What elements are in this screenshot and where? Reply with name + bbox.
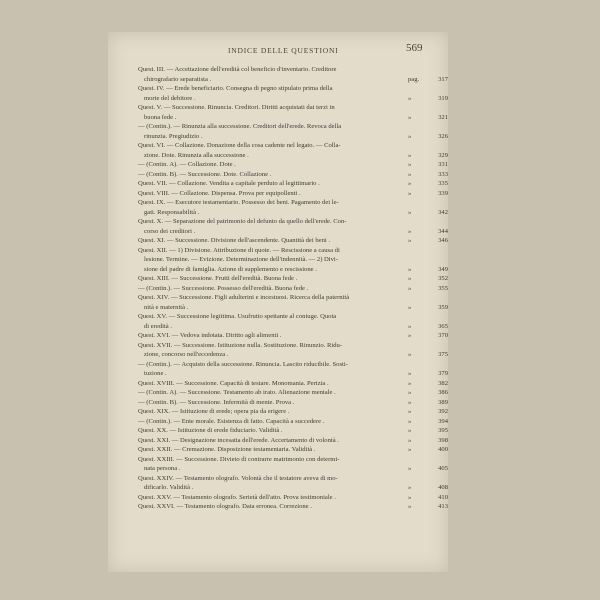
toc-page-number: 379 — [438, 370, 448, 377]
toc-line-text: — (Contin.). — Successione. Possesso dell'eredità. Buona fede . — [138, 284, 309, 292]
toc-page-number: 394 — [438, 417, 448, 425]
toc-line-text: tuzione . — [144, 370, 167, 377]
toc-line-text: — (Contin.). — Acquisto della successione. Rinuncia. Lascito riducibile. Sosti- — [138, 360, 348, 368]
toc-page-number: 370 — [438, 332, 448, 339]
toc-line — [138, 293, 448, 303]
toc-page-number: 405 — [438, 465, 448, 472]
toc-line — [138, 417, 448, 427]
toc-page-number: 342 — [438, 208, 448, 216]
toc-page-ref — [408, 417, 448, 427]
toc-page-prefix: » — [408, 322, 412, 330]
toc-page-prefix: » — [408, 161, 412, 168]
toc-page-number: 389 — [438, 398, 448, 406]
toc-line — [138, 132, 448, 142]
toc-line-text: Quest. III. — Accettazione dell'eredità col beneficio d'inventario. Creditore — [138, 66, 337, 73]
toc-line-text: corso dei creditori . — [144, 227, 196, 235]
toc-page-number: 321 — [438, 113, 448, 121]
toc-page-number: 349 — [438, 265, 448, 273]
toc-page-number: 375 — [438, 351, 448, 358]
toc-page-number: 408 — [438, 484, 448, 491]
toc-line-text: Quest. IV. — Erede beneficiario. Consegna di pegno stipulato prima della — [138, 85, 333, 92]
toc-line-text: Quest. XXVI. — Testamento olografo. Data erronea. Correzione . — [138, 503, 312, 510]
toc-line-text: gati. Responsabilità . — [144, 208, 200, 216]
toc-page-number: 335 — [438, 180, 448, 187]
toc-line-text: buona fede . — [144, 113, 177, 121]
toc-page-ref — [408, 160, 448, 170]
toc-page-prefix: » — [408, 151, 412, 159]
toc-page-ref — [408, 436, 448, 446]
toc-page-number: 352 — [438, 275, 448, 282]
toc-page-ref — [408, 303, 448, 313]
toc-page-ref — [408, 350, 448, 360]
toc-line — [138, 303, 448, 313]
toc-line-text: — (Contin. B). — Successione. Infermità di mente. Prova . — [138, 398, 295, 406]
toc-line-text: Quest. VIII. — Collazione. Dispensa. Prova per equipollenti . — [138, 189, 301, 197]
toc-page-ref — [408, 331, 448, 341]
toc-page-prefix: » — [408, 370, 412, 377]
toc-line-text: Quest. VI. — Collazione. Donazione della cosa cadente nel legato. — Colla- — [138, 142, 341, 149]
page-number: 569 — [406, 42, 423, 54]
toc-line — [138, 103, 448, 113]
toc-line — [138, 398, 448, 408]
toc-line-text: zione. Dote. Rinunzia alla successione . — [144, 151, 249, 159]
toc-page-ref — [408, 483, 448, 493]
toc-line — [138, 322, 448, 332]
toc-line-text: — (Contin. A). — Collazione. Dote . — [138, 161, 236, 168]
toc-line-text: Quest. X. — Separazione del patrimonio del defunto da quello dell'erede. Con- — [138, 218, 347, 225]
toc-line-text: morte del debitore . — [144, 94, 196, 102]
toc-page-ref — [408, 170, 448, 180]
toc-page-ref — [408, 274, 448, 284]
toc-line-text: Quest. XI. — Successione. Divisione dell'ascendente. Quantità dei beni . — [138, 237, 330, 244]
toc-page-prefix: » — [408, 303, 412, 311]
toc-page-prefix: » — [408, 389, 412, 396]
toc-line-text: dificarlo. Validità . — [144, 484, 194, 491]
toc-page-number: 382 — [438, 379, 448, 387]
toc-line-text: Quest. IX. — Esecutore testamentario. Possesso dei beni. Pagamento dei le- — [138, 199, 339, 206]
toc-line — [138, 284, 448, 294]
toc-page-prefix: » — [408, 113, 412, 121]
toc-line-text: nità e maternità . — [144, 303, 189, 311]
toc-line-text: — (Contin.). — Ente morale. Esistenza di fatto. Capacità a succedere . — [138, 417, 325, 425]
toc-line — [138, 170, 448, 180]
toc-page-ref — [408, 265, 448, 275]
toc-page-prefix: » — [408, 465, 412, 472]
toc-line-text: — (Contin.). — Rinunzia alla successione. Creditori dell'erede. Revoca della — [138, 123, 342, 130]
toc-line-text: Quest. XXV. — Testamento olografo. Serietà dell'atto. Prova testimoniale . — [138, 493, 336, 501]
toc-page-prefix: » — [408, 484, 412, 491]
toc-line-text: Quest. XXII. — Cremazione. Disposizione testamentaria. Validità . — [138, 446, 316, 453]
toc-line — [138, 265, 448, 275]
toc-line — [138, 455, 448, 465]
toc-page-prefix: » — [408, 284, 412, 292]
toc-page-prefix: » — [408, 94, 412, 102]
toc-page-prefix: » — [408, 208, 412, 216]
toc-line — [138, 483, 448, 493]
toc-page-prefix: » — [408, 189, 412, 197]
toc-page-prefix: » — [408, 332, 412, 339]
toc-page-prefix: » — [408, 417, 412, 425]
toc-page-number: 395 — [438, 427, 448, 434]
toc-line-text: sione del padre di famiglia. Azione di supplemento e rescissione . — [144, 265, 317, 273]
toc-page-prefix: pag. — [408, 75, 420, 83]
toc-page-prefix: » — [408, 379, 412, 387]
toc-line-text: Quest. VII. — Collazione. Vendita a capitale perduto al legittimario . — [138, 180, 320, 187]
toc-page-number: 339 — [438, 189, 448, 197]
toc-line — [138, 379, 448, 389]
toc-line — [138, 113, 448, 123]
toc-line — [138, 312, 448, 322]
toc-line — [138, 160, 448, 170]
toc-page-number: 331 — [438, 161, 448, 168]
table-of-contents — [138, 65, 448, 512]
toc-line — [138, 426, 448, 436]
toc-line — [138, 65, 448, 75]
toc-line — [138, 369, 448, 379]
toc-page-prefix: » — [408, 427, 412, 434]
toc-line — [138, 179, 448, 189]
toc-line — [138, 189, 448, 199]
toc-page-number: 319 — [438, 94, 448, 102]
toc-page-number: 410 — [438, 493, 448, 501]
toc-line-text: nata persona . — [144, 465, 181, 472]
toc-page-ref — [408, 227, 448, 237]
toc-page-ref — [408, 379, 448, 389]
toc-page-prefix: » — [408, 351, 412, 358]
toc-line — [138, 331, 448, 341]
toc-line — [138, 246, 448, 256]
toc-line — [138, 255, 448, 265]
toc-line — [138, 493, 448, 503]
toc-page-ref — [408, 284, 448, 294]
toc-line-text: Quest. XIII. — Successione. Frutti dell'eredità. Buona fede . — [138, 275, 298, 282]
toc-line-text: Quest. XXIII. — Successione. Divieto di contrarre matrimonio con determi- — [138, 455, 340, 463]
toc-line — [138, 151, 448, 161]
toc-page-prefix: » — [408, 446, 412, 453]
toc-page-ref — [408, 132, 448, 142]
toc-page-ref — [408, 236, 448, 246]
toc-page-number: 317 — [438, 75, 448, 83]
toc-page-ref — [408, 502, 448, 512]
toc-page-ref — [408, 445, 448, 455]
toc-line — [138, 208, 448, 218]
toc-page-number: 392 — [438, 408, 448, 415]
toc-page-ref — [408, 151, 448, 161]
toc-line-text: rinunzia. Pregiudizio . — [144, 132, 203, 140]
toc-page-prefix: » — [408, 408, 412, 415]
toc-page-ref — [408, 94, 448, 104]
toc-page-number: 326 — [438, 132, 448, 140]
toc-line — [138, 75, 448, 85]
toc-page-number: 400 — [438, 446, 448, 453]
header-title: INDICE DELLE QUESTIONI — [228, 46, 339, 55]
toc-line-text: — (Contin. B). — Successione. Dote. Collazione . — [138, 170, 272, 178]
toc-line — [138, 141, 448, 151]
toc-page-prefix: » — [408, 436, 412, 444]
toc-line — [138, 198, 448, 208]
toc-line-text: zione, concorso nell'eccedenza . — [144, 351, 229, 358]
toc-page-number: 355 — [438, 284, 448, 292]
toc-page-ref — [408, 407, 448, 417]
toc-line — [138, 274, 448, 284]
toc-line — [138, 236, 448, 246]
toc-page-ref — [408, 369, 448, 379]
toc-line — [138, 350, 448, 360]
toc-page-prefix: » — [408, 180, 412, 187]
toc-page-prefix: » — [408, 170, 412, 178]
toc-page-number: 346 — [438, 237, 448, 244]
toc-page-ref — [408, 75, 448, 85]
toc-page-prefix: » — [408, 493, 412, 501]
toc-line — [138, 227, 448, 237]
toc-line — [138, 84, 448, 94]
toc-page-ref — [408, 179, 448, 189]
toc-line — [138, 464, 448, 474]
toc-line — [138, 502, 448, 512]
toc-page-number: 359 — [438, 303, 448, 311]
toc-line-text: chirografario separatista . — [144, 75, 212, 83]
toc-page-prefix: » — [408, 227, 412, 235]
book-page — [108, 32, 448, 572]
toc-page-number: 329 — [438, 151, 448, 159]
toc-page-number: 398 — [438, 436, 448, 444]
toc-line — [138, 474, 448, 484]
running-header — [108, 32, 448, 55]
toc-page-number: 413 — [438, 503, 448, 510]
toc-line-text: di eredità . — [144, 322, 173, 330]
toc-page-number: 386 — [438, 389, 448, 396]
toc-line-text: Quest. XVII. — Successione. Istituzione nulla. Sostituzione. Rinunzio. Ridu- — [138, 341, 343, 349]
toc-page-number: 344 — [438, 227, 448, 235]
toc-line-text: Quest. XIV. — Successione. Figli adulterini e incestuosi. Ricerca della paternità — [138, 294, 350, 301]
toc-page-prefix: » — [408, 132, 412, 140]
toc-line-text: Quest. XXI. — Designazione incesatta dell'erede. Accertamento di volontà . — [138, 436, 339, 444]
toc-line — [138, 122, 448, 132]
toc-page-ref — [408, 464, 448, 474]
toc-line-text: — (Contin. A). — Successione. Testamento ab irato. Alienazione mentale . — [138, 389, 336, 396]
toc-line — [138, 445, 448, 455]
toc-page-ref — [408, 493, 448, 503]
toc-page-ref — [408, 398, 448, 408]
toc-line — [138, 94, 448, 104]
toc-line-text: Quest. XVI. — Vedova indotata. Diritto agli alimenti . — [138, 332, 282, 339]
toc-page-ref — [408, 388, 448, 398]
toc-line-text: Quest. V. — Successione. Rinuncia. Creditori. Diritti acquistati dai terzi in — [138, 104, 335, 111]
toc-line — [138, 360, 448, 370]
toc-page-prefix: » — [408, 265, 412, 273]
toc-line-text: Quest. XV. — Successione legittima. Usufrutto spettante al coniuge. Quota — [138, 313, 337, 320]
toc-line-text: Quest. XXIV. — Testamento olografo. Volontà che il testatore aveva di mo- — [138, 474, 338, 482]
toc-page-number: 365 — [438, 322, 448, 330]
toc-line-text: Quest. XX. — Istituzione di erede fiduciario. Validità . — [138, 427, 283, 434]
toc-page-ref — [408, 189, 448, 199]
toc-line-text: lesione. Termine. — Evizione. Determinazione dell'indennità. — 2) Divi- — [144, 256, 338, 263]
toc-page-prefix: » — [408, 503, 412, 510]
toc-line — [138, 217, 448, 227]
toc-page-prefix: » — [408, 237, 412, 244]
toc-page-ref — [408, 426, 448, 436]
toc-line — [138, 436, 448, 446]
toc-line-text: Quest. XVIII. — Successione. Capacità di testare. Monomania. Perizia . — [138, 379, 329, 387]
toc-page-ref — [408, 208, 448, 218]
toc-page-ref — [408, 322, 448, 332]
toc-page-number: 333 — [438, 170, 448, 178]
toc-page-prefix: » — [408, 398, 412, 406]
toc-line-text: Quest. XIX. — Istituzione di erede; opera pia da erigere . — [138, 408, 290, 415]
toc-line-text: Quest. XII. — 1) Divisione. Attribuzione di quote. — Rescissione a causa di — [138, 246, 340, 254]
toc-line — [138, 341, 448, 351]
toc-page-ref — [408, 113, 448, 123]
toc-line — [138, 388, 448, 398]
toc-line — [138, 407, 448, 417]
toc-page-prefix: » — [408, 275, 412, 282]
